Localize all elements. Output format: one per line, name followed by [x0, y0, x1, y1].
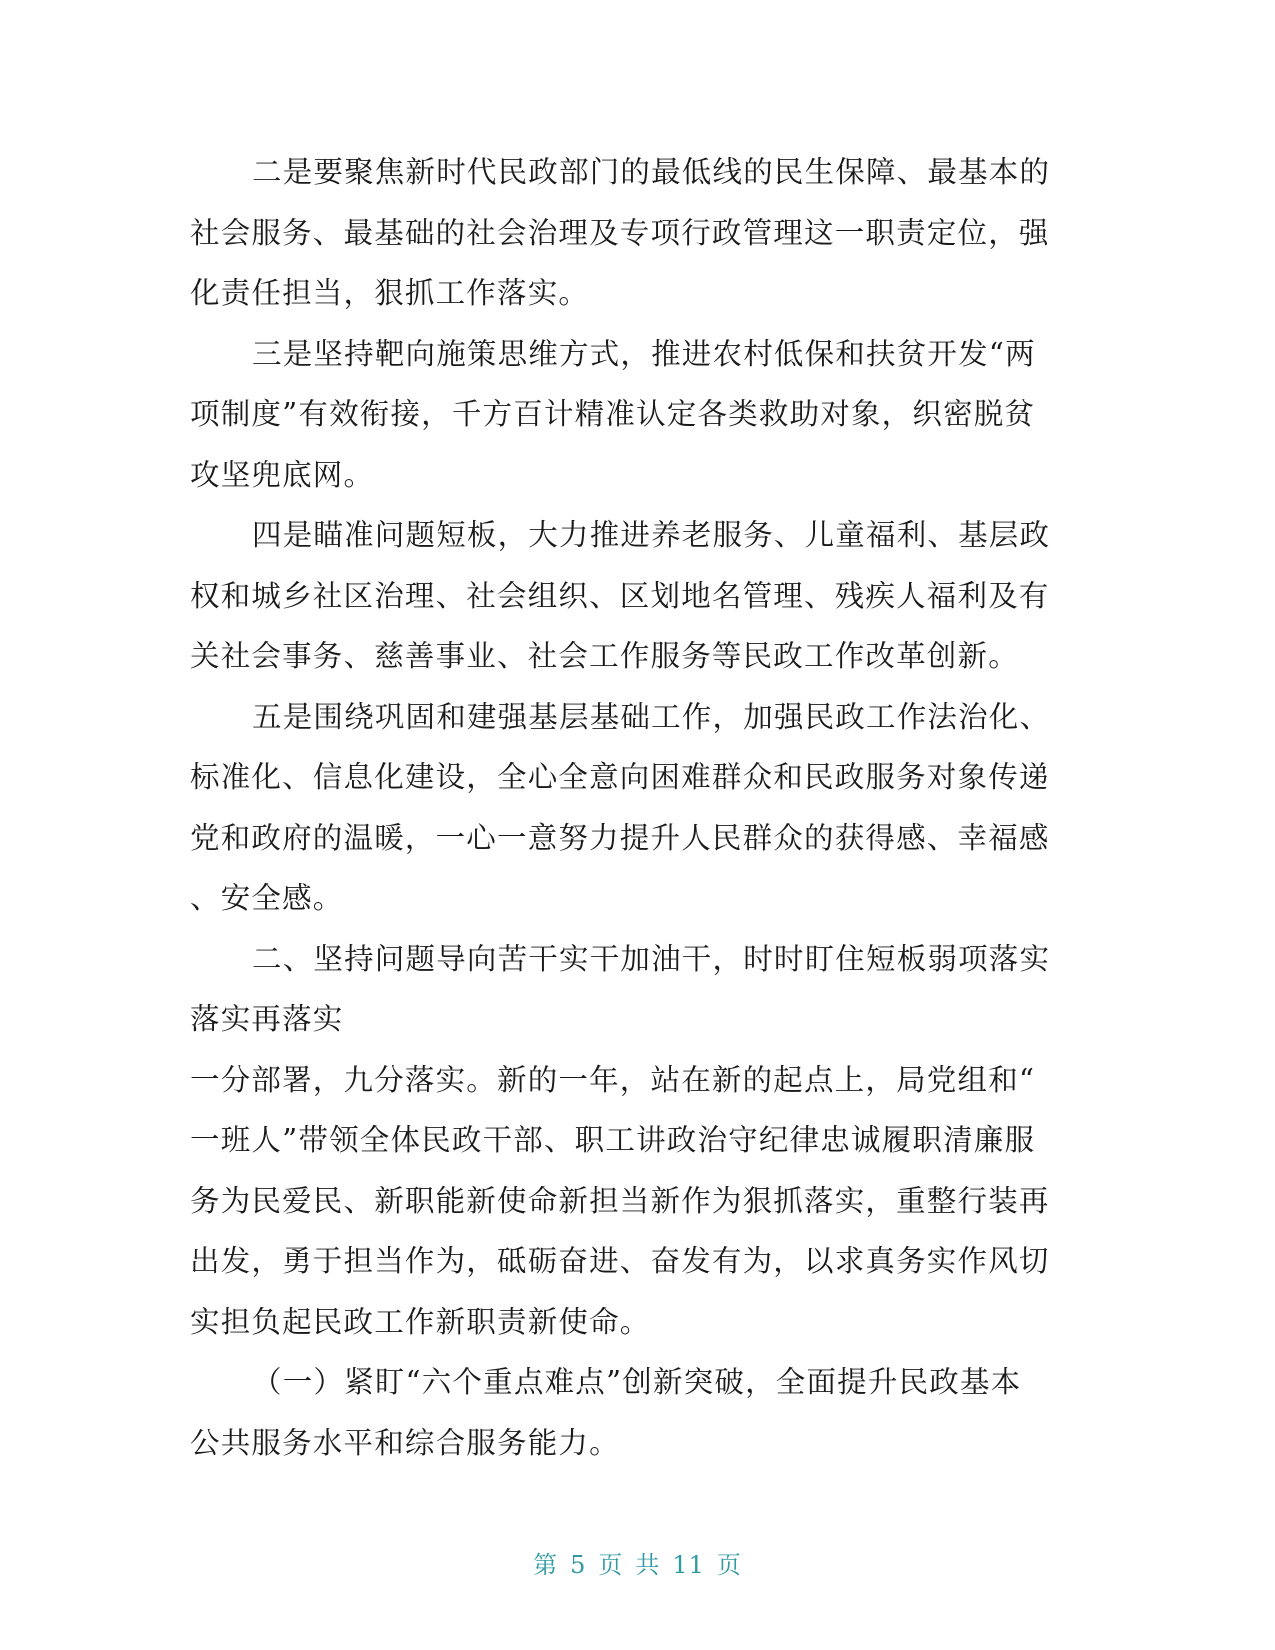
- text-line: 、安全感。: [190, 881, 344, 915]
- text-line: 社会服务、最基础的社会治理及专项行政管理这一职责定位，强: [190, 215, 1050, 250]
- text-line: 权和城乡社区治理、社会组织、区划地名管理、残疾人福利及有: [190, 578, 1050, 613]
- text-line: 一班人”带领全体民政干部、职工讲政治守纪律忠诚履职清廉服: [190, 1123, 1036, 1157]
- text-line: 标准化、信息化建设，全心全意向困难群众和民政服务对象传递: [190, 760, 1050, 794]
- footer-total-pages: 11: [672, 1551, 705, 1579]
- text-line: 党和政府的温暖，一心一意努力提升人民群众的获得感、幸福感: [190, 820, 1050, 855]
- footer-page-word: 页: [598, 1551, 624, 1579]
- document-body: [190, 142, 1066, 1473]
- text-line: 公共服务水平和综合服务能力。: [190, 1425, 620, 1460]
- text-line: 落实再落实: [190, 1002, 344, 1036]
- text-line: 关社会事务、慈善事业、社会工作服务等民政工作改革创新。: [190, 639, 1019, 673]
- text-line: 三是坚持靶向施策思维方式，推进农村低保和扶贫开发“两: [252, 336, 1036, 371]
- text-line: （一）紧盯“六个重点难点”创新突破，全面提升民政基本: [252, 1365, 1022, 1399]
- text-line: 五是围绕巩固和建强基层基础工作，加强民政工作法治化、: [252, 699, 1051, 734]
- footer-prefix: 第: [533, 1551, 559, 1579]
- text-line: 一分部署，九分落实。新的一年，站在新的起点上，局党组和“: [190, 1062, 1036, 1097]
- text-line: 务为民爱民、新职能新使命新担当新作为狠抓落实，重整行装再: [190, 1183, 1050, 1218]
- text-line: 四是瞄准问题短板，大力推进养老服务、儿童福利、基层政: [252, 518, 1051, 552]
- text-line: 实担负起民政工作新职责新使命。: [190, 1304, 651, 1339]
- text-line: 攻坚兜底网。: [190, 457, 375, 492]
- text-line: 二、坚持问题导向苦干实干加油干，时时盯住短板弱项落实: [252, 941, 1051, 976]
- text-line: 二是要聚焦新时代民政部门的最低线的民生保障、最基本的: [252, 155, 1051, 189]
- text-line: 化责任担当，狠抓工作落实。: [190, 276, 590, 310]
- footer-total-word: 共: [635, 1551, 661, 1579]
- footer-suffix: 页: [716, 1551, 742, 1579]
- text-line: 出发，勇于担当作为，砥砺奋进、奋发有为，以求真务实作风切: [190, 1244, 1050, 1278]
- text-line: 项制度”有效衔接，千方百计精准认定各类救助对象，织密脱贫: [190, 397, 1036, 431]
- footer-current-page: 5: [570, 1551, 587, 1579]
- page-footer: [0, 1545, 1275, 1580]
